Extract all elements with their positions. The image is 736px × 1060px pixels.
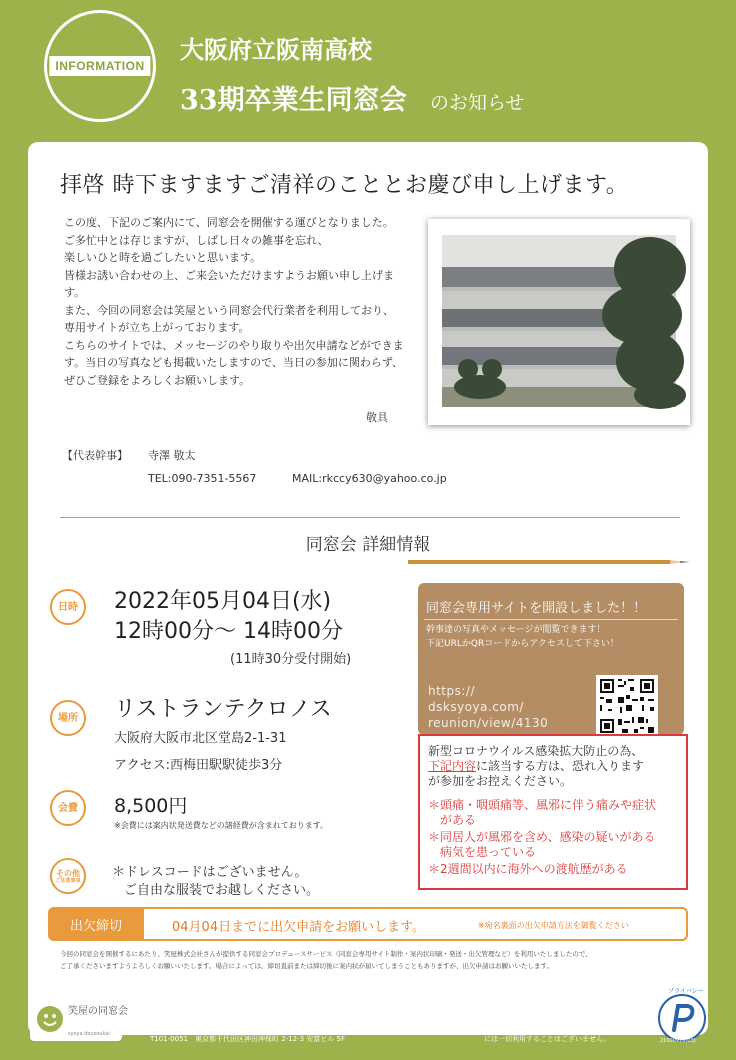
information-badge bbox=[44, 10, 156, 122]
deadline-note: ※宛名裏面の出欠申請方法を御覧ください bbox=[478, 921, 629, 930]
privacy-line: です。皆様の個人情報は同窓会開催以外の目的 bbox=[484, 1023, 631, 1031]
site-url-line: reunion/view/4130 bbox=[428, 716, 549, 730]
details-title: 同窓会 詳細情報 bbox=[305, 535, 431, 555]
privacy-line: ※笑屋株式会社はプライバシーマーク取得企業 bbox=[484, 1011, 630, 1019]
venue-access: アクセス:西梅田駅駅徒歩3分 bbox=[114, 758, 283, 773]
company-line: TEL：03-3262-7977 mail：info@syoya.com bbox=[150, 1023, 306, 1031]
qr-code-icon bbox=[596, 675, 658, 735]
other-icon-sub: ご注意事項 bbox=[55, 877, 81, 884]
syoya-logo-sub: syoya dousoukai bbox=[68, 1031, 110, 1037]
fee-icon: 会費 bbox=[50, 790, 86, 826]
covid-item: ＊頭痛・咽頭痛等、風邪に伴う痛みや症状 がある bbox=[428, 798, 657, 827]
covid-line: 新型コロナウイルス感染拡大防止の為、 bbox=[428, 744, 644, 758]
event-date: 2022年05月04日(水) bbox=[114, 589, 332, 614]
body-paragraph: ご多忙中とは存じますが、しばし日々の雑事を忘れ、 楽しいひと時を過ごしたいと思います。 bbox=[64, 233, 329, 264]
fee-note: ※会費には案内状発送費などの諸経費が含まれております。 bbox=[114, 821, 329, 830]
company-info bbox=[150, 1009, 345, 1045]
service-notes bbox=[60, 948, 680, 972]
footer-service-label: 日本最大級の同窓会幹事支援サービス bbox=[28, 983, 147, 991]
reunion-title-suffix: のお知らせ bbox=[429, 92, 525, 114]
privacy-mark bbox=[654, 990, 710, 1046]
representative-mail[interactable]: MAIL:rkccy630@yahoo.co.jp bbox=[292, 472, 447, 485]
representative-label: 【代表幹事】 bbox=[62, 449, 128, 462]
school-photo bbox=[428, 219, 690, 425]
school-building-image bbox=[428, 219, 690, 425]
information-label: INFORMATION bbox=[49, 56, 150, 76]
body-paragraph: この度、下記のご案内にて、同窓会を開催する運びとなりました。 bbox=[64, 216, 394, 229]
date-icon: 日時 bbox=[50, 589, 86, 625]
syoya-logo-icon bbox=[36, 1005, 64, 1033]
event-time: 12時00分～ 14時00分 bbox=[114, 619, 343, 644]
covid-item: ＊同居人が風邪を含め、感染の疑いがある 病気を患っている bbox=[428, 830, 656, 859]
site-box-sub-line: 幹事達の写真やメッセージが閲覧できます！ bbox=[426, 625, 606, 635]
fee-amount: 8,500円 bbox=[114, 795, 188, 817]
school-name: 大阪府立阪南高校 bbox=[180, 35, 372, 64]
site-box-divider bbox=[424, 619, 678, 620]
privacy-info bbox=[484, 1009, 630, 1045]
covid-line-rest: に該当する方は、恐れ入ります bbox=[476, 759, 645, 773]
closing: 敬具 bbox=[366, 411, 388, 424]
site-box-title: 同窓会専用サイトを開設しました！！ bbox=[426, 601, 647, 616]
body-text bbox=[64, 214, 404, 389]
covid-line bbox=[428, 759, 644, 774]
privacy-mark-label: プライバシー bbox=[668, 988, 704, 995]
representative-name: 寺澤 敬太 bbox=[148, 449, 196, 462]
service-note-line: 今回の同窓会を開催するにあたり、笑屋株式会社さんが提供する同窓会プロデュースサービス（同窓会専用サイト制作・案内状印刷・発送・出欠管理など）を利用いたしましたので、 bbox=[60, 950, 592, 958]
divider bbox=[60, 517, 680, 518]
body-paragraph: こちらのサイトでは、メッセージのやり取りや出欠申請などができます。当日の写真なども掲載いたしますので、当日の参加に関わらず、ぜひご登録をよろしくお願いします。 bbox=[64, 338, 404, 387]
company-line: 運営会社 笑屋株式会社 bbox=[150, 1011, 227, 1019]
privacy-mark-number: 21000916(03) bbox=[660, 1038, 696, 1044]
venue-icon: 場所 bbox=[50, 700, 86, 736]
body-paragraph: また、今回の同窓会は笑屋という同窓会代行業者を利用しており、専用サイトが立ち上がっております。 bbox=[64, 303, 394, 334]
site-url-line: https:// bbox=[428, 684, 476, 698]
pencil-icon bbox=[408, 559, 690, 565]
company-line: T101-0051 東京都千代田区神田神保町 2-12-3 安富ビル 5F bbox=[150, 1035, 345, 1043]
syoya-logo-text: 笑屋の同窓会 bbox=[68, 1006, 128, 1017]
representative-tel: TEL:090-7351-5567 bbox=[148, 472, 257, 485]
body-paragraph: 皆様お誘い合わせの上、ご来会いただけますようお願い申し上げます。 bbox=[64, 268, 394, 299]
site-url[interactable] bbox=[428, 683, 548, 731]
covid-line: が参加をお控えください。 bbox=[428, 774, 573, 788]
deadline-label: 出欠締切 bbox=[48, 907, 144, 941]
reunion-title-main: 33期卒業生同窓会 bbox=[180, 85, 407, 116]
site-url-line: dsksyoya.com/ bbox=[428, 700, 524, 714]
qr-code[interactable] bbox=[596, 675, 658, 735]
reunion-title bbox=[180, 78, 524, 117]
venue-name: リストランテクロノス bbox=[114, 697, 332, 722]
greeting: 拝啓 時下ますますご清祥のこととお慶び申し上げます。 bbox=[60, 173, 629, 198]
site-box-sub bbox=[426, 623, 619, 651]
covid-notice bbox=[418, 734, 688, 890]
service-note-line: ご了承くださいますようよろしくお願いいたします。場合によっては、締切直前または締切後に案内状が届いてしまうこともありますが、出欠申請はお願いいたします。 bbox=[60, 962, 553, 970]
dress-code-note: ご自由な服装でお越しください。 bbox=[124, 883, 320, 898]
reunion-site-box bbox=[418, 583, 684, 735]
site-box-sub-line: 下記URLかQRコードからアクセスして下さい！ bbox=[426, 639, 619, 649]
privacy-line: には一切利用することはございません。 bbox=[484, 1035, 611, 1043]
venue-address: 大阪府大阪市北区堂島2-1-31 bbox=[114, 731, 287, 746]
deadline-text: 04月04日までに出欠申請をお願いします。 bbox=[172, 920, 426, 935]
dress-code: ＊ドレスコードはございません。 bbox=[112, 865, 308, 880]
covid-highlight: 下記内容 bbox=[428, 759, 477, 773]
covid-item: ＊2週間以内に海外への渡航歴がある bbox=[428, 862, 628, 876]
other-icon bbox=[50, 858, 86, 894]
other-icon-label: その他 bbox=[56, 868, 80, 878]
syoya-logo[interactable] bbox=[30, 997, 128, 1041]
reception-time: (11時30分受付開始) bbox=[230, 652, 352, 667]
